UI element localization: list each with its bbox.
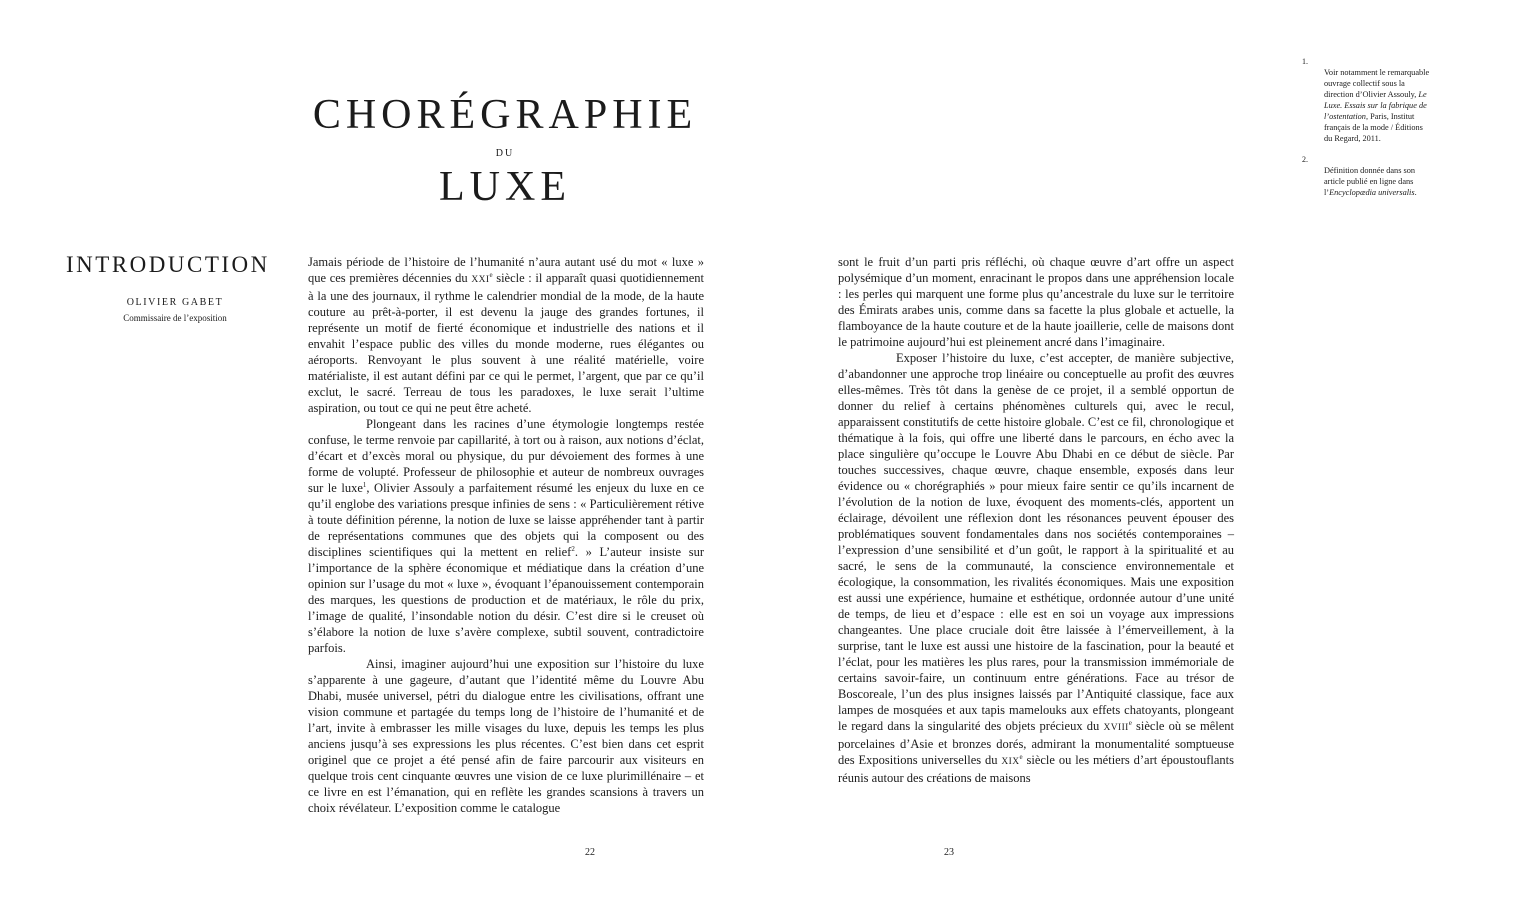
- footnote-number: 2.: [1302, 155, 1308, 164]
- body-column-left: [308, 254, 704, 816]
- title-line-2: LUXE: [439, 164, 571, 210]
- title-connector: DU: [495, 148, 515, 159]
- paragraph: Jamais période de l’histoire de l’humanité n’aura autant usé du mot « luxe » que ces premières décennies du XXIe siècle : il apparaît quasi quotidiennement à la une des journaux, il rythme le calendrier mondial de la mode, de la haute couture au prêt-à-porter, il est devenu la jauge des grandes fortunes, il représente un motif de fierté économique et industrielle des nations et il envahit l’espace public des villes du monde moderne, rues élégantes ou aéroports. Renvoyant le plus souvent à une réalité matérielle, voire matérialiste, il est autant défini par ce qui le permet, l’argent, que par ce qu’il exclut, le sacré. Terreau de tous les paradoxes, le luxe serait l’ultime aspiration, ou tout ce qui ne peut être acheté.: [308, 255, 704, 415]
- author-role: Commissaire de l’exposition: [123, 313, 227, 323]
- footnote-ref-1: 1: [362, 480, 367, 489]
- footnotes: [1302, 56, 1432, 208]
- title-line-1: CHORÉGRAPHIE: [312, 92, 698, 138]
- paragraph: Exposer l’histoire du luxe, c’est accepter, de manière subjective, d’abandonner une approche trop linéaire ou conceptuelle au profit des œuvres elles-mêmes. Très tôt dans la genèse de ce projet, il a semblé opportun de donner du relief à certains phénomènes culturels qui, avec le recul, apparaissent constitutifs de cette histoire globale. C’est ce fil, chronologique et thématique à la fois, qui offre une liberté dans le parcours, en écho avec la place singulière qu’occupe le Louvre Abu Dhabi en ce début de siècle. Par touches successives, chaque œuvre, chaque ensemble, exposés dans leur évidence ou « chorégraphiés » pour mieux faire sentir ce qu’ils incarnent de l’évolution de la notion de luxe, évoquent des moments-clés, apportent un éclairage, dévoilent une réflexion dont les résonances peuvent épouser des problématiques souvent fondamentales dans nos sociétés contemporaines – l’expression d’une sensibilité et d’un goût, le rapport à la spiritualité et au sacré, le sens de la communauté, la conscience environnementale et écologique, la consommation, les rivalités économiques. Mais une exposition est aussi une expérience, humaine et esthétique, ordonnée autour d’une unité de temps, de lieu et d’espace : elle est en soi un voyage aux impressions changeantes. Une place cruciale doit être laissée à l’émerveillement, à la surprise, tant le luxe est aussi une histoire de la fascination, pour la beauté et l’éclat, pour les matières les plus rares, pour la transmission immémoriale de certains savoir-faire, un continuum entre générations. Face au trésor de Boscoreale, l’un des plus insignes laissés par l’Antiquité classique, face aux lampes de mosquées et aux tapis mamelouks aux effets chatoyants, plongeant le regard dans la singularité des objets précieux du XVIIIe siècle où se mêlent porcelaines d’Asie et bronzes dorés, admirant la monumentalité somptueuse des Expositions universelles du XIXe siècle ou les métiers d’art époustouflants réunis autour des créations de maisons: [838, 351, 1234, 785]
- footnote-text: Définition donnée dans son article publié en ligne dans l’Encyclopædia universalis.: [1324, 166, 1417, 197]
- footnote: [1302, 56, 1432, 144]
- footnote-ref-2: 2: [571, 544, 575, 553]
- footnote: [1302, 154, 1432, 198]
- page-number-left: 22: [585, 847, 595, 858]
- paragraph: Plongeant dans les racines d’une étymologie longtemps restée confuse, le terme renvoie par capillarité, à tort ou à raison, aux notions d’éclat, d’écart et d’excès moral ou physique, du pur dévoiement des formes à une forme de volupté. Professeur de philosophie et auteur de nombreux ouvrages sur le luxe$^1$, Olivier Assouly a parfaitement résumé les enjeux du luxe en ce qu’il englobe des variations presque infinies de sens : « Particulièrement rétive à toute définition pérenne, la notion de luxe se laisse appréhender tant à partir de représentations communes que des objets qui la composent ou des disciplines scientifiques qui la mettent en relief$^2$. » L’auteur insiste sur l’importance de la sphère économique et médiatique dans la création d’une opinion sur l’usage du mot « luxe », évoquant l’épanouissement contemporain des marques, les questions de production et de matériaux, le rôle du prix, l’image de qualité, l’insondable notion du désir. C’est dire si le creuset où s’élabore la notion de luxe s’avère complexe, subtil souvent, contradictoire parfois.: [308, 417, 704, 655]
- section-heading: INTRODUCTION: [66, 252, 270, 277]
- paragraph: Ainsi, imaginer aujourd’hui une exposition sur l’histoire du luxe s’apparente à une gageure, d’autant que l’identité même du Louvre Abu Dhabi, musée universel, pétri du dialogue entre les civilisations, offrant une vision commune et partagée du temps long de l’histoire de l’humanité et de l’art, invite à embrasser les mille visages du luxe, depuis les temps les plus anciens jusqu’à ses expressions les plus récentes. C’est bien dans cet esprit originel que ce projet a été pensé afin de faire parcourir aux visiteurs en quelque trois cent cinquante œuvres une vision de ce luxe plurimillénaire – et ce livre en est l’émanation, qui en reflète les grandes scansions à travers un choix révélateur. L’exposition comme le catalogue: [308, 657, 704, 815]
- paragraph: sont le fruit d’un parti pris réfléchi, où chaque œuvre d’art offre un aspect polysémique d’un moment, enracinant le propos dans une appréhension locale : les perles qui marquent une forme plus qu’ancestrale du luxe sur le territoire des Émirats arabes unis, comme dans sa facette la plus globale et actuelle, la flamboyance de la haute couture et de la haute joaillerie, celle de maisons dont le patrimoine aujourd’hui est pleinement ancré dans l’imaginaire.: [838, 255, 1234, 349]
- footnote-number: 1.: [1302, 57, 1308, 66]
- author-name: OLIVIER GABET: [126, 297, 224, 308]
- footnote-text: Voir notamment le remarquable ouvrage collectif sous la direction d’Olivier Assouly, Le Luxe. Essais sur la fabrique de l’ostentation, Paris, Institut français de la mode / Éditions du Regard, 2011.: [1324, 68, 1430, 143]
- page-number-right: 23: [944, 847, 954, 858]
- body-column-right: [838, 254, 1234, 786]
